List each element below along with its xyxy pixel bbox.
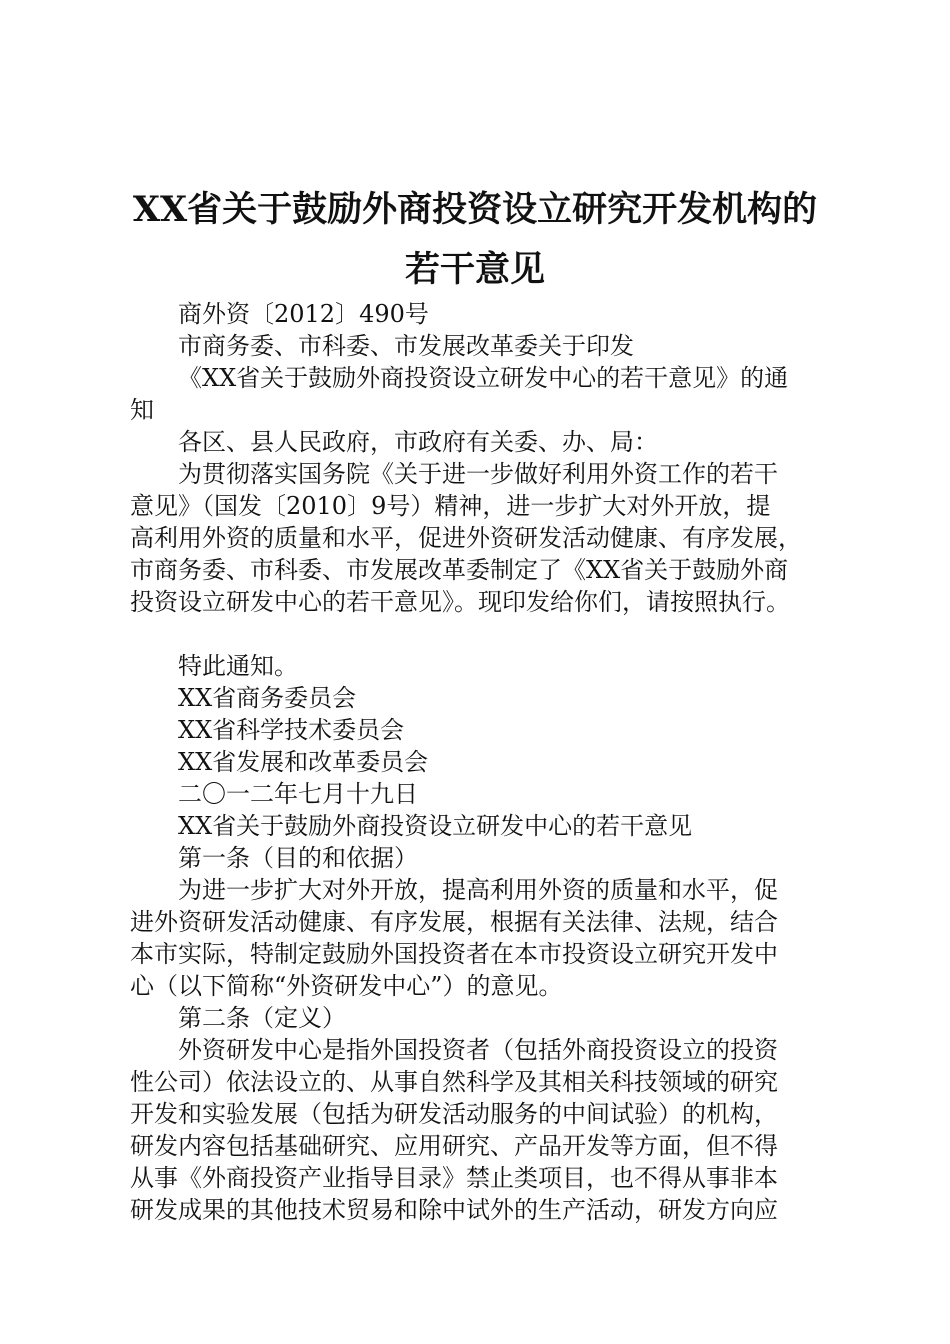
- doc-title-line-2: 若干意见: [404, 249, 545, 290]
- paragraph-line: 意见》（国发〔2010〕9号）精神，进一步扩大对外开放，提: [130, 492, 771, 520]
- doc-title-line-1: XX省关于鼓励外商投资设立研究开发机构的: [132, 189, 818, 230]
- paragraph-line: 本市实际，特制定鼓励外国投资者在本市投资设立研究开发中: [130, 940, 778, 968]
- paragraph-line: 为进一步扩大对外开放，提高利用外资的质量和水平，促: [178, 876, 778, 904]
- article-heading: 第二条（定义）: [178, 1004, 346, 1032]
- paragraph-gap: [130, 618, 830, 650]
- paragraph-line: 研发成果的其他技术贸易和除中试外的生产活动，研发方向应: [130, 1196, 778, 1224]
- doc-body: [130, 298, 830, 1226]
- signatory-1: XX省商务委员会: [178, 684, 357, 712]
- paragraph-line: 开发和实验发展（包括为研发活动服务的中间试验）的机构，: [130, 1100, 778, 1128]
- paragraph-line: 进外资研发活动健康、有序发展，根据有关法律、法规，结合: [130, 908, 778, 936]
- section-title: XX省关于鼓励外商投资设立研发中心的若干意见: [178, 812, 693, 840]
- doc-number: 商外资〔2012〕490号: [178, 300, 429, 328]
- paragraph-line: 从事《外商投资产业指导目录》禁止类项目，也不得从事非本: [130, 1164, 778, 1192]
- paragraph-line: 心（以下简称“外资研发中心”）的意见。: [130, 972, 563, 1000]
- paragraph-line: 为贯彻落实国务院《关于进一步做好利用外资工作的若干: [178, 460, 778, 488]
- recipients: 各区、县人民政府，市政府有关委、办、局：: [178, 428, 658, 456]
- notice-heading-cont: 《XX省关于鼓励外商投资设立研发中心的若干意见》的通: [178, 364, 789, 392]
- paragraph-line: 市商务委、市科委、市发展改革委制定了《XX省关于鼓励外商: [130, 556, 789, 584]
- paragraph-line: 研发内容包括基础研究、应用研究、产品开发等方面，但不得: [130, 1132, 778, 1160]
- paragraph-line: 投资设立研发中心的若干意见》。现印发给你们，请按照执行。: [130, 588, 790, 616]
- notice-heading: 市商务委、市科委、市发展改革委关于印发: [178, 332, 634, 360]
- notice-heading-end: 知: [130, 396, 154, 424]
- paragraph-line: 外资研发中心是指外国投资者（包括外商投资设立的投资: [178, 1036, 778, 1064]
- paragraph-line: 性公司）依法设立的、从事自然科学及其相关科技领域的研究: [130, 1068, 778, 1096]
- issue-date: 二〇一二年七月十九日: [178, 780, 418, 808]
- article-heading: 第一条（目的和依据）: [178, 844, 418, 872]
- closing-note: 特此通知。: [178, 652, 298, 680]
- signatory-2: XX省科学技术委员会: [178, 716, 405, 744]
- signatory-3: XX省发展和改革委员会: [178, 748, 429, 776]
- paragraph-line: 高利用外资的质量和水平，促进外资研发活动健康、有序发展，: [130, 524, 802, 552]
